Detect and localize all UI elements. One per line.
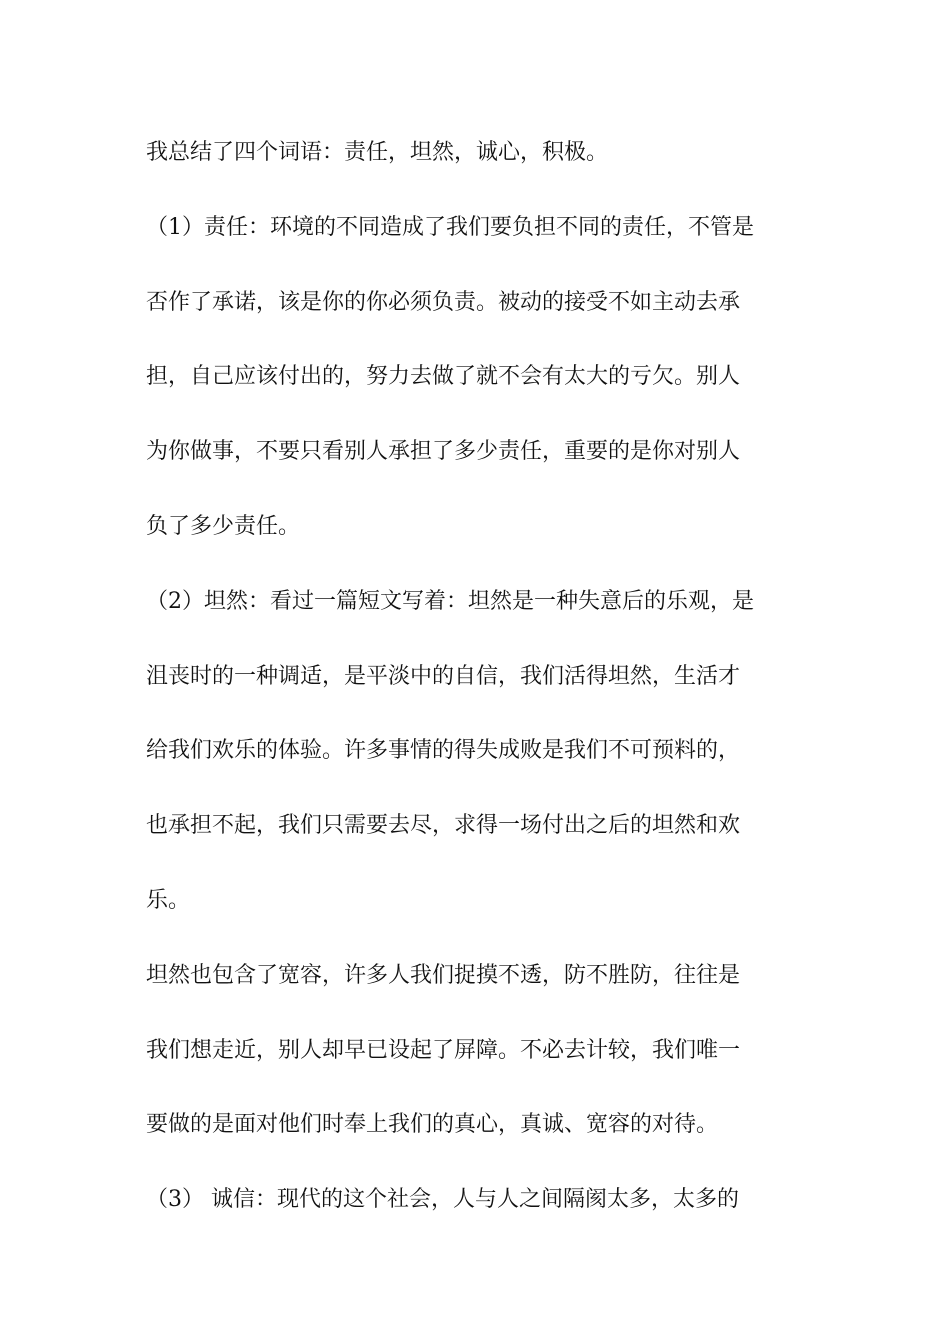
text-line: （2）坦然：看过一篇短文写着：坦然是一种失意后的乐观，是: [146, 588, 754, 614]
text-line: 给我们欢乐的体验。许多事情的得失成败是我们不可预料的，: [146, 738, 741, 764]
text-line: 负了多少责任。: [146, 513, 301, 539]
text-line: 坦然也包含了宽容，许多人我们捉摸不透，防不胜防，往往是: [146, 962, 741, 988]
text-line: （3） 诚信：现代的这个社会，人与人之间隔阂太多，太多的: [146, 1187, 739, 1213]
text-line: 乐。: [146, 887, 191, 913]
text-line: 沮丧时的一种调适，是平淡中的自信，我们活得坦然，生活才: [146, 663, 741, 689]
document-body: [146, 131, 808, 1253]
text-line: 我总结了四个词语：责任，坦然，诚心，积极。: [146, 140, 609, 165]
text-line: 担，自己应该付出的，努力去做了就不会有太大的亏欠。别人: [146, 364, 741, 390]
text-line: 也承担不起，我们只需要去尽，求得一场付出之后的坦然和欢: [146, 813, 741, 839]
text-line: （1）责任：环境的不同造成了我们要负担不同的责任，不管是: [146, 214, 754, 240]
text-line: 否作了承诺，该是你的你必须负责。被动的接受不如主动去承: [146, 289, 741, 315]
text-line: 我们想走近，别人却早已设起了屏障。不必去计较，我们唯一: [146, 1037, 741, 1063]
text-line: 为你做事，不要只看别人承担了多少责任，重要的是你对别人: [146, 439, 741, 465]
text-line: 要做的是面对他们时奉上我们的真心，真诚、宽容的对待。: [146, 1112, 719, 1138]
